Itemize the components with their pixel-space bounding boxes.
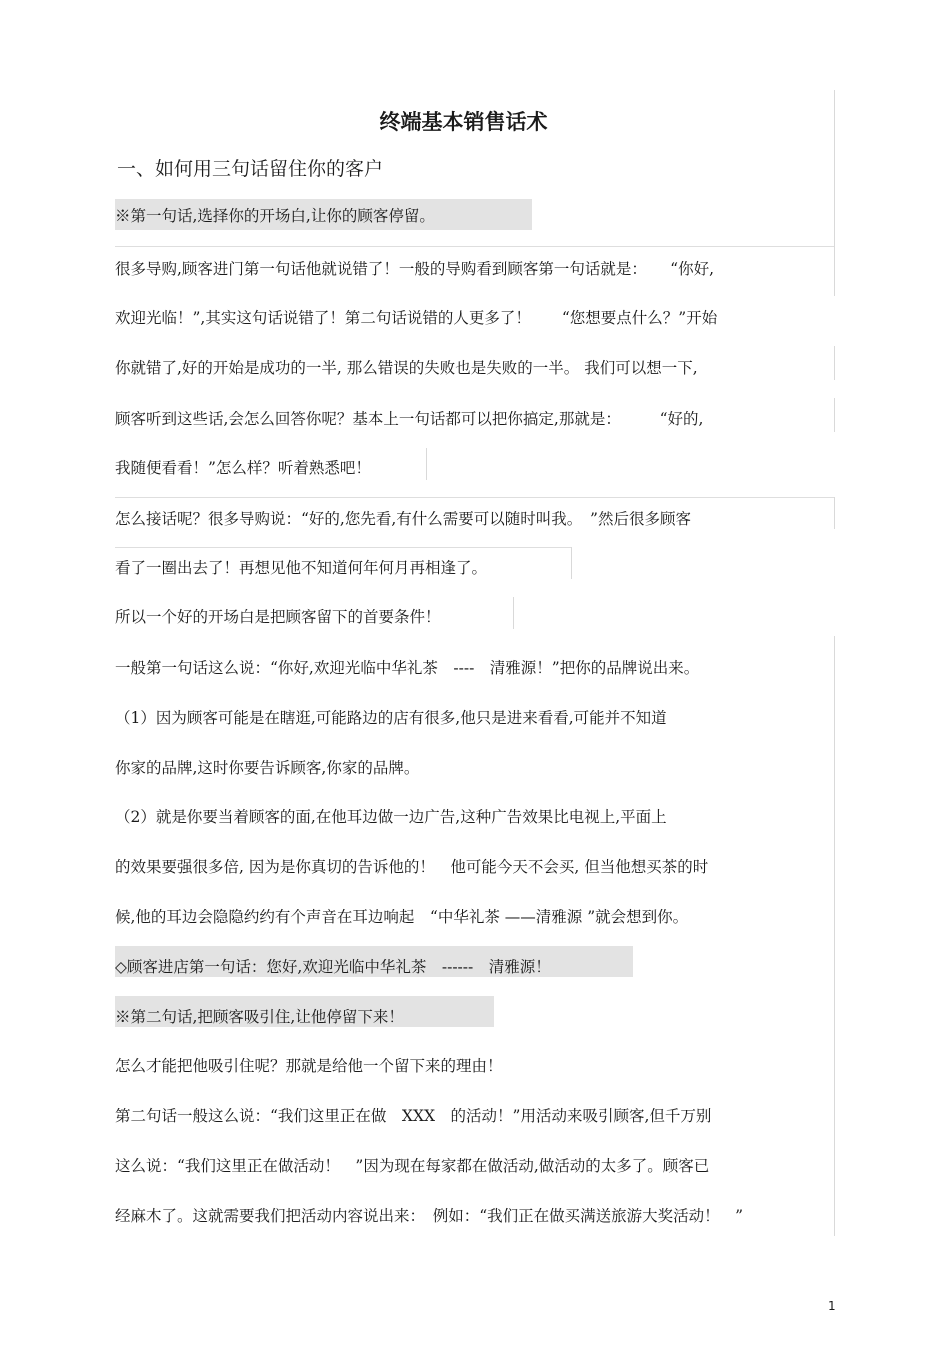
paragraph-line: 这么说：“我们这里正在做活动！ ”因为现在每家都在做活动,做活动的太多了。顾客已	[115, 1157, 710, 1175]
border-right-7	[571, 547, 572, 579]
border-right-6	[834, 497, 835, 529]
paragraph-line: 经麻木了。这就需要我们把活动内容说出来： 例如：“我们正在做买满送旅游大奖活动！ ”	[115, 1207, 744, 1225]
border-right-3	[834, 346, 835, 380]
document-title: 终端基本销售话术	[379, 110, 548, 134]
paragraph-line: 你家的品牌,这时你要告诉顾客,你家的品牌。	[115, 759, 420, 777]
section-heading: 一、如何用三句话留住你的客户	[117, 158, 384, 180]
border-top-6	[115, 497, 835, 498]
paragraph-line: 欢迎光临！”,其实这句话说错了！第二句话说错的人更多了！ “您想要点什么？”开始	[115, 309, 718, 327]
page-number: 1	[828, 1299, 836, 1313]
border-top-7	[115, 547, 572, 548]
paragraph-line: （1）因为顾客可能是在瞎逛,可能路边的店有很多,他只是进来看看,可能并不知道	[115, 709, 667, 727]
border-right-5	[426, 448, 427, 480]
border-right-8	[513, 597, 514, 629]
paragraph-line: 一般第一句话这么说：“你好,欢迎光临中华礼茶 ---- 清雅源！”把你的品牌说出来。	[115, 659, 700, 677]
border-top-1	[115, 246, 835, 247]
border-right-2	[834, 246, 835, 296]
paragraph-line: 你就错了,好的开始是成功的一半, 那么错误的失败也是失败的一半。 我们可以想一下,	[115, 359, 698, 377]
paragraph-line: 看了一圈出去了！再想见他不知道何年何月再相逢了。	[115, 559, 488, 577]
paragraph-line: 的效果要强很多倍, 因为是你真切的告诉他的！ 他可能今天不会买, 但当他想买茶的时	[115, 858, 709, 876]
paragraph-line: 所以一个好的开场白是把顾客留下的首要条件！	[115, 608, 441, 626]
paragraph-line: 顾客听到这些话,会怎么回答你呢？基本上一句话都可以把你搞定,那就是： “好的,	[115, 410, 704, 428]
paragraph-line: 第二句话一般这么说：“我们这里正在做 XXX 的活动！”用活动来吸引顾客,但千万别	[115, 1107, 712, 1125]
paragraph-line: （2）就是你要当着顾客的面,在他耳边做一边广告,这种广告效果比电视上,平面上	[115, 808, 667, 826]
paragraph-line: ◇顾客进店第一句话：您好,欢迎光临中华礼茶 ------ 清雅源！	[115, 958, 551, 976]
paragraph-line: 我随便看看！”怎么样？听着熟悉吧！	[115, 459, 371, 477]
paragraph-line: 怎么才能把他吸引住呢？那就是给他一个留下来的理由！	[115, 1057, 503, 1075]
paragraph-line: 怎么接话呢？很多导购说：“好的,您先看,有什么需要可以随时叫我。 ”然后很多顾客	[115, 510, 691, 528]
border-right-4	[834, 398, 835, 432]
paragraph-line: ※第一句话,选择你的开场白,让你的顾客停留。	[115, 207, 435, 225]
paragraph-line: ※第二句话,把顾客吸引住,让他停留下来！	[115, 1008, 404, 1026]
border-right-9	[834, 636, 835, 1236]
paragraph-line: 候,他的耳边会隐隐约约有个声音在耳边响起 “中华礼茶 ——清雅源 ”就会想到你。	[115, 908, 689, 926]
paragraph-line: 很多导购,顾客进门第一句话他就说错了！一般的导购看到顾客第一句话就是： “你好,	[115, 260, 715, 278]
